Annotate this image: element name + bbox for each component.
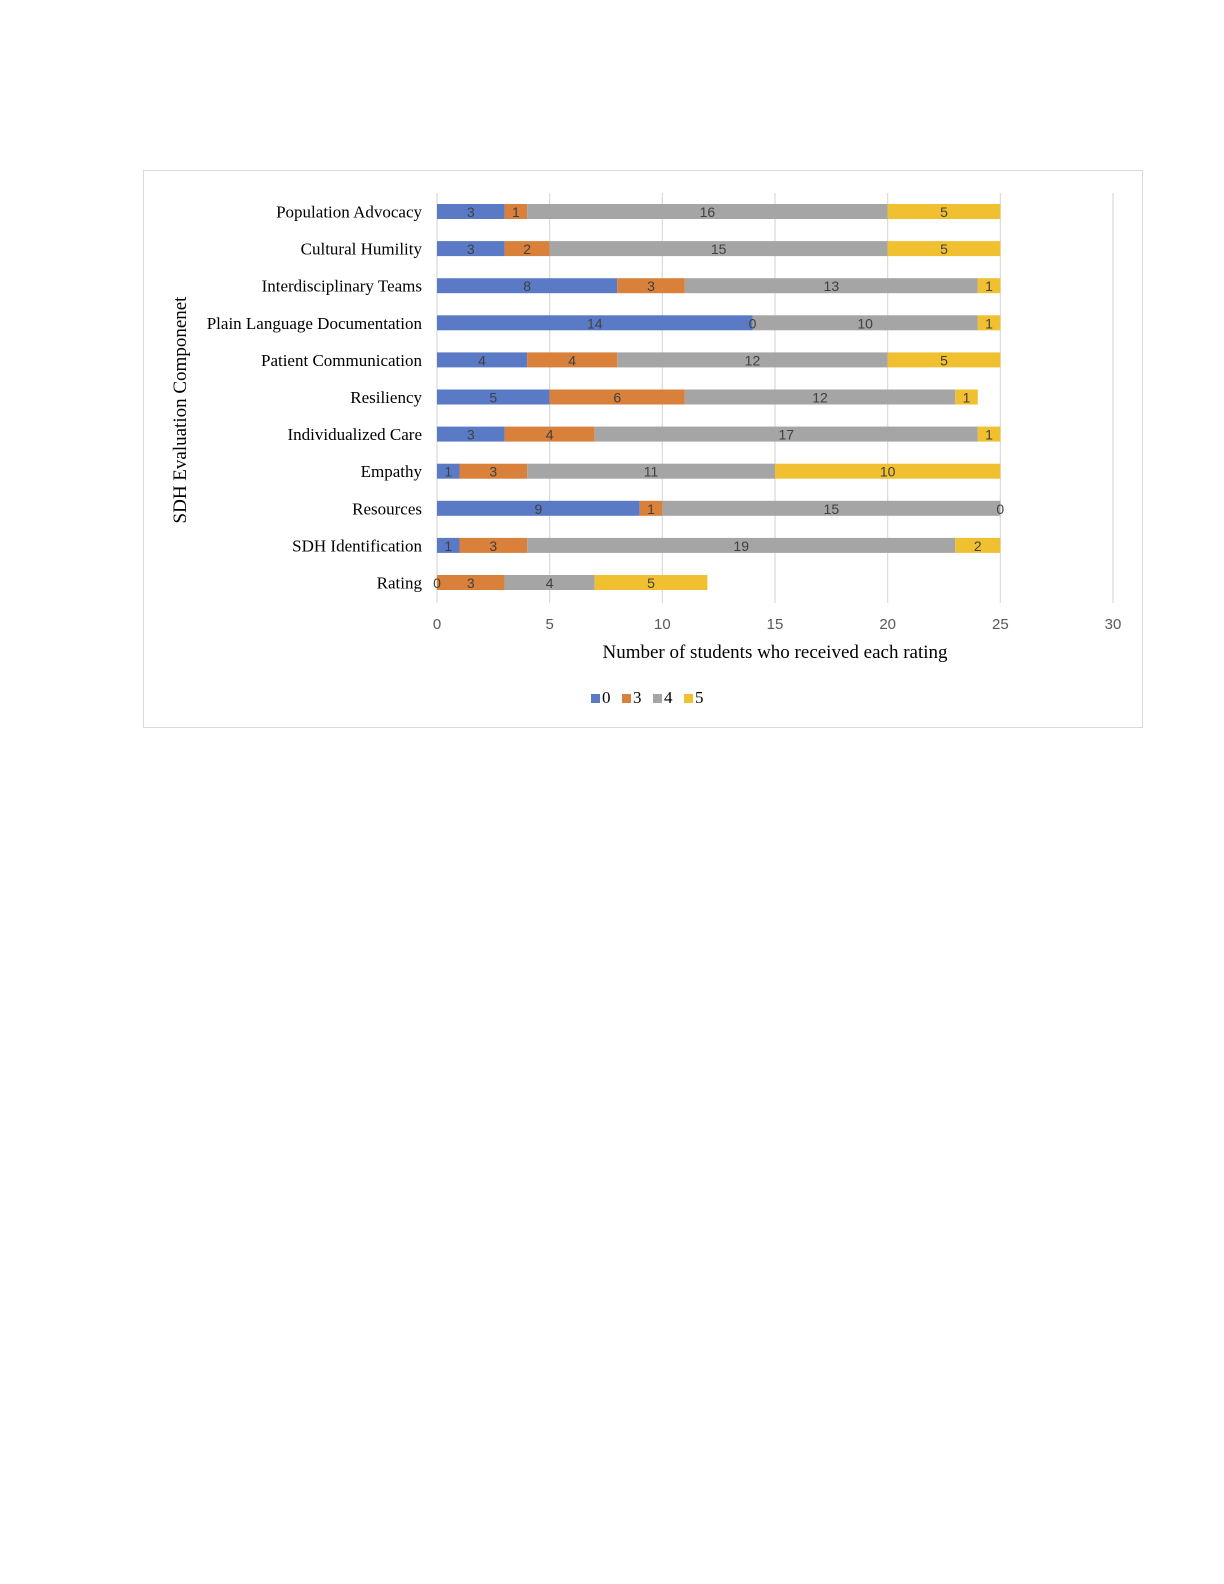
data-label: 5	[647, 575, 655, 591]
x-tick-label: 15	[766, 616, 784, 633]
data-label: 1	[647, 500, 655, 517]
data-label: 3	[466, 241, 475, 258]
data-label: 1	[985, 426, 993, 443]
data-label: 3	[489, 537, 498, 554]
data-label: 4	[545, 426, 554, 443]
legend-swatch	[622, 694, 631, 703]
data-label: 3	[647, 278, 655, 295]
x-tick-label: 0	[432, 616, 442, 633]
category-labels	[207, 203, 423, 593]
data-label: 0	[996, 500, 1005, 517]
data-label: 1	[962, 389, 971, 406]
data-label: 14	[586, 315, 603, 332]
legend-swatch	[653, 694, 662, 703]
data-label: 12	[744, 352, 761, 369]
category-label: Cultural Humility	[300, 239, 422, 259]
data-label: 10	[857, 315, 873, 332]
category-label: Rating	[376, 573, 422, 593]
data-label: 15	[710, 241, 727, 258]
x-tick-label: 25	[991, 616, 1009, 633]
category-label: Interdisciplinary Teams	[261, 276, 422, 296]
legend-label: 3	[633, 688, 642, 707]
data-label: 3	[466, 575, 475, 591]
data-label: 15	[823, 500, 840, 517]
data-label: 1	[985, 278, 993, 295]
data-label: 1	[444, 537, 453, 554]
legend-label: 0	[602, 688, 611, 707]
data-label: 3	[466, 204, 475, 220]
data-label: 1	[444, 463, 453, 480]
bars	[437, 204, 1000, 590]
category-label: Resiliency	[350, 388, 422, 407]
data-label: 5	[940, 204, 948, 220]
data-label: 2	[973, 537, 982, 554]
data-label: 13	[823, 278, 840, 295]
data-label: 6	[613, 389, 622, 406]
data-label: 1	[511, 204, 520, 220]
category-label: Resources	[352, 499, 422, 519]
data-label: 12	[812, 389, 828, 406]
x-tick-label: 20	[879, 616, 897, 633]
category-label: SDH Identification	[292, 536, 422, 556]
category-label: Individualized Care	[287, 425, 422, 445]
data-label: 4	[478, 352, 486, 369]
data-label: 0	[433, 575, 441, 591]
data-label: 5	[940, 352, 948, 369]
data-label: 5	[489, 389, 498, 406]
category-label: Patient Communication	[260, 350, 422, 370]
legend-label: 4	[664, 688, 673, 707]
chart-container	[143, 170, 1143, 728]
data-label: 17	[778, 426, 795, 443]
data-label: 10	[879, 463, 896, 480]
data-label: 0	[748, 315, 757, 332]
data-label: 2	[523, 241, 532, 258]
legend	[591, 688, 704, 707]
legend-label: 5	[695, 688, 704, 707]
x-tick-label: 30	[1104, 616, 1122, 633]
data-label: 11	[643, 463, 659, 480]
x-axis-title: Number of students who received each rating	[602, 642, 948, 663]
category-label: Plain Language Documentation	[206, 313, 422, 333]
data-label: 3	[466, 426, 475, 443]
category-label: Population Advocacy	[276, 202, 422, 222]
x-tick-label: 10	[653, 616, 671, 633]
data-label: 19	[733, 537, 749, 554]
data-label: 9	[534, 500, 543, 517]
legend-swatch	[684, 694, 693, 703]
data-label: 16	[699, 204, 716, 220]
y-axis-title: SDH Evaluation Componenet	[170, 296, 191, 524]
data-label: 4	[545, 575, 554, 591]
stacked-bar-chart	[144, 171, 1144, 729]
x-tick-labels	[433, 616, 1122, 633]
data-label: 3	[489, 463, 498, 480]
data-label: 4	[568, 352, 577, 369]
data-label: 1	[985, 315, 993, 332]
data-label: 5	[940, 241, 948, 258]
data-label: 8	[523, 278, 532, 295]
category-label: Empathy	[360, 462, 422, 482]
legend-swatch	[591, 694, 600, 703]
x-tick-label: 5	[545, 616, 554, 633]
